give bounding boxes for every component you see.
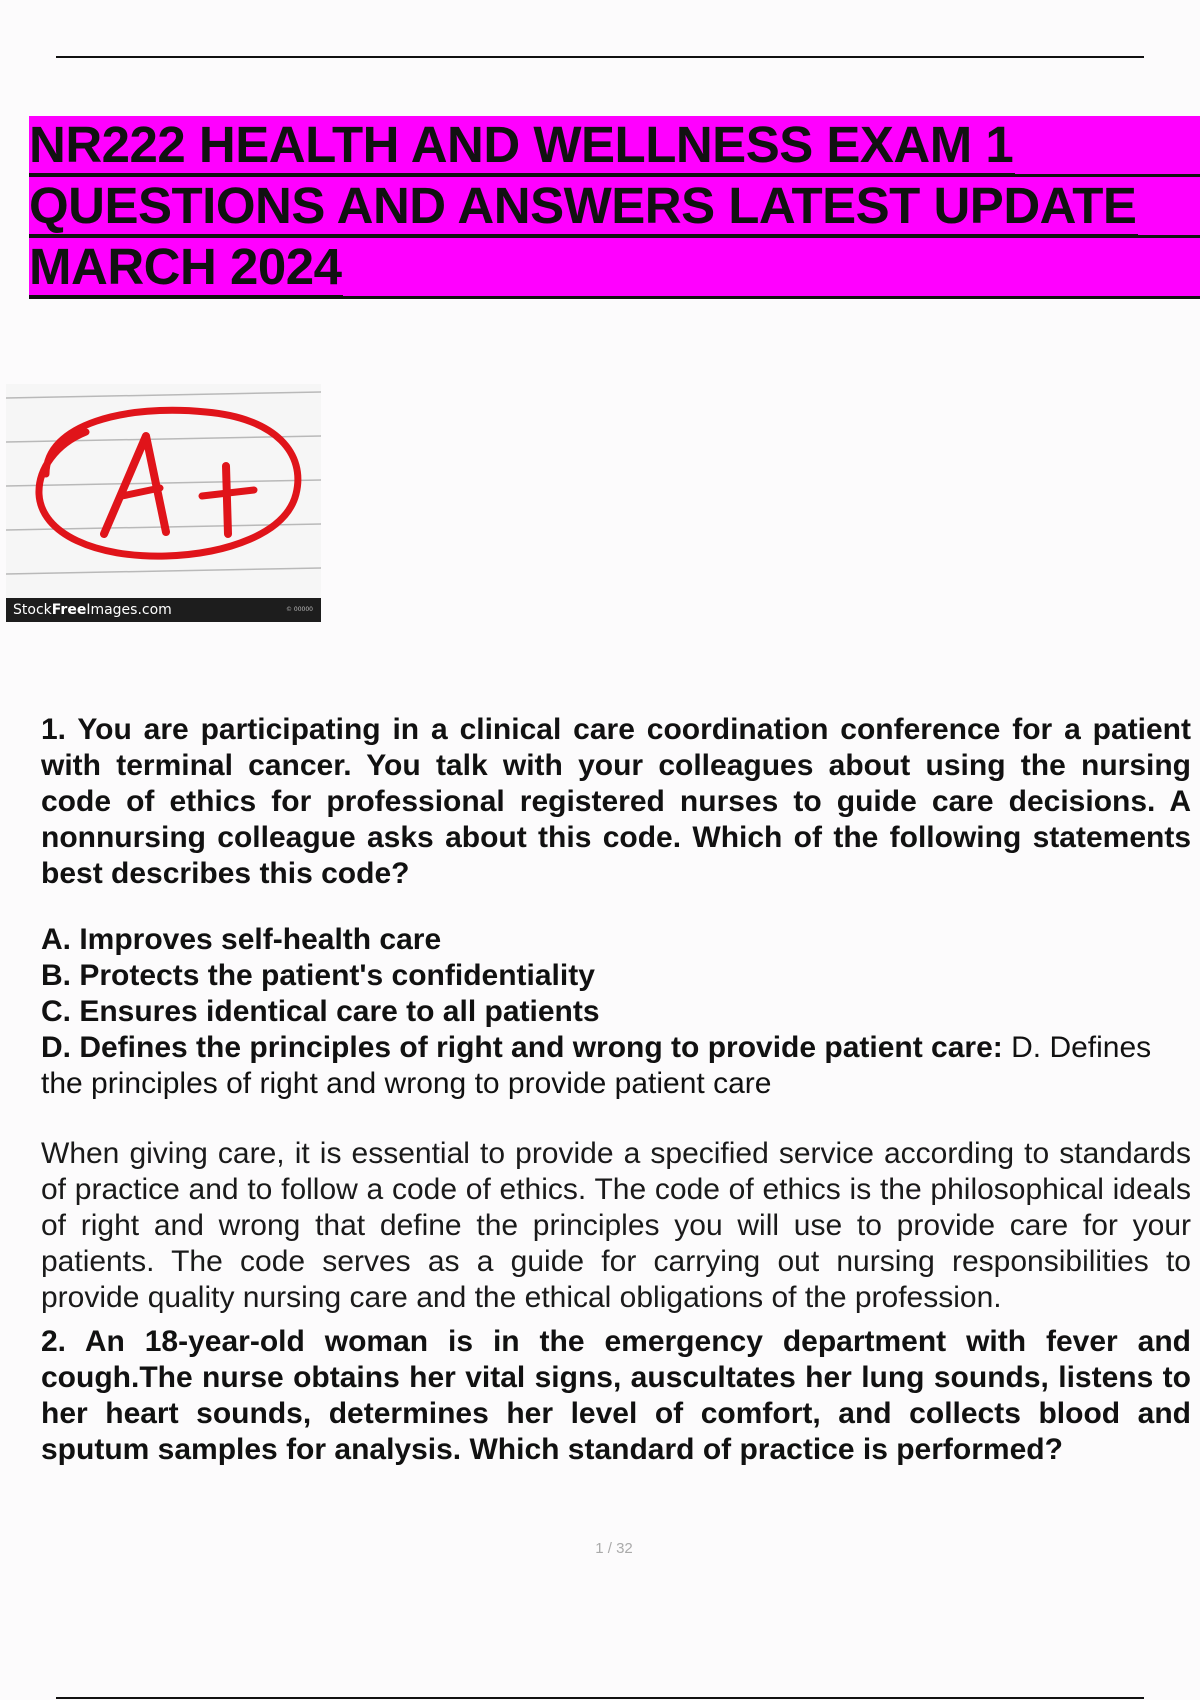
watermark-text: StockFreeImages.com [13, 602, 172, 618]
bottom-rule [56, 1697, 1144, 1699]
option-c: C. Ensures identical care to all patients [41, 995, 600, 1028]
option-b: B. Protects the patient's confidentiality [41, 959, 595, 992]
document-title [29, 116, 1200, 299]
page-number: 1 / 32 [595, 1540, 633, 1557]
question-2-text: 2. An 18-year-old woman is in the emergency department with fever and cough.The nurse obtains her vital signs, auscultates her lung sounds, listens to her heart sounds, determines her level of comfort, and collects blood and sputum samples for analysis. Which standard of practice is performed? [41, 1325, 1191, 1466]
option-a: A. Improves self-health care [41, 923, 442, 956]
grade-badge-image [6, 384, 321, 622]
document-body [41, 712, 1191, 1468]
image-watermark-bar [6, 598, 321, 622]
top-rule [56, 56, 1144, 58]
a-plus-grade-icon [6, 384, 321, 598]
option-d-with-answer [41, 1030, 1191, 1102]
option-d: D. Defines the principles of right and wrong to provide patient care: [41, 1031, 1003, 1064]
title-line-2: QUESTIONS AND ANSWERS LATEST UPDATE [29, 177, 1138, 237]
question-1-options [41, 922, 1191, 1102]
answer-explanation: When giving care, it is essential to provide a specified service according to standards of practice and to follow a code of ethics. The code of ethics is the philosophical ideals of right and wrong that define the principles you will use to provide care for your patients. The code serves as a guide for carrying out nursing responsibilities to provide quality nursing care and the ethical obligations of the profession. [41, 1137, 1191, 1314]
title-line-3: MARCH 2024 [29, 238, 343, 298]
answer-text: D. Defines the principles of right and wrong to provide patient care [41, 1031, 1152, 1100]
question-1-text: 1. You are participating in a clinical care coordination conference for a patient with terminal cancer. You talk with your colleagues about using the nursing code of ethics for professional registered nurses to guide care decisions. A nonnursing colleague asks about this code. Which of the following statements best describes this code? [41, 713, 1191, 890]
title-line-1: NR222 HEALTH AND WELLNESS EXAM 1 [29, 116, 1015, 176]
watermark-mark: © 00000 [286, 606, 313, 613]
